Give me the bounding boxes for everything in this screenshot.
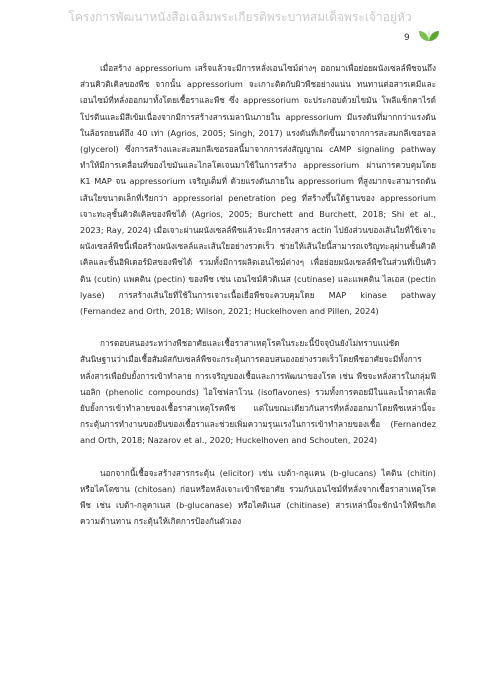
page-number: 9 [404, 33, 410, 43]
page-header [0, 0, 480, 43]
running-header-title: โครงการพัฒนาหนังสือเฉลิมพระเกียรติพระบาทสมเด็จพระเจ้าอยู่หัว [68, 10, 412, 24]
leaf-logo-icon [418, 28, 440, 42]
paragraph-host-response: การตอบสนองระหว่างพืชอาศัยและเชื้อราสาเหตุโรคในระยะนี้ปัจจุบันยังไม่ทราบแน่ชัด สันนิษฐานว่าเมื่อเชื้อสัมผัสกับเซลล์พืชจะกระตุ้นการตอบสนองอย่างรวดเร็วโดยพืชอาศัยจะมีทั้งการหลั่งสารเพื่อยับยั้งการเข้าทำลาย การเจริญของเชื้อและการพัฒนาของโรค เช่น พืชจะหลั่งสารในกลุ่มฟีนอลิก (phenolic compounds) ไอโซฟลาโวน (isoflavones) รวมทั้งการคอยมีในและน้ำตาลเพื่อยับยั้งการเข้าทำลายของเชื้อราสาเหตุโรคพืช แต่ในขณะเดียวกันสารที่หลั่งออกมาโดยพืชเหล่านี้จะกระตุ้นการทำงานของยีนของเชื้อราและช่วยเพิ่มความรุนแรงในการเข้าทำลายของเชื้อ (Fernandez and Orth, 2018; Nazarov et al., 2020; Huckelhoven and Schouten, 2024) [80, 338, 436, 446]
body-text [80, 60, 436, 529]
paragraph-appressorium: เมื่อสร้าง appressorium เสร็จแล้วจะมีการหลั่งเอนไซม์ต่างๆ ออกมาเพื่อย่อยผนังเซลล์พืชจนถึงส่วนคิวติเคิลของพืช จากนั้น appressorium จะเกาะติดกับผิวพืชอย่างแน่น ทนทานต่อสารเคมีและเอนไซม์ที่หลั่งออกมาทั้งโดยเชื้อราและพืช ซึ่ง appressorium จะประกอบด้วยไขมัน โพลีแซ็กคาไรด์โปรตีนและมีสีเข้มเนื่องจากมีการสร้างสารเมลานินภายใน appressorium มีแรงดันที่มากกว่าแรงดันในล้อรถยนต์ถึง 40 เท่า (Agrios, 2005; Singh, 2017) แรงดันที่เกิดขึ้นมาจากการสะสมกลีเซอรอล (glycerol) ซึ่งการสร้างและสะสมกลีเซอรอลนี้มาจากการส่งสัญญาณ cAMP signaling pathway ทำให้มีการเคลื่อนที่ของไขมันและไกลโคเจนมาใช้ในการสร้าง appressorium ผ่านการควบคุมโดย K1 MAP จน appressorium เจริญเต็มที่ ด้วยแรงดันภายใน appressorium ที่สูงมากจะสามารถดันเส้นใยขนาดเล็กที่เรียกว่า appressorial penetration peg ที่สร้างขึ้นใต้ฐานของ appressorium เจาะทะลุชั้นคิวติเคิลของพืชได้ (Agrios, 2005; Burchett and Burchett, 2018; Shi et al., 2023; Ray, 2024) เมื่อเจาะผ่านผนังเซลล์พืชแล้วจะมีการส่งสาร actin ไปยังส่วนของเส้นใยที่ใช้เจาะผนังเซลล์พืชนี้เพื่อสร้างผนังเซลล์และเส้นใยอย่างรวดเร็ว ช่วยให้เส้นใยนี้สามารถเจริญทะลุผ่านชั้นคิวติเคิลและชั้นอิพิเดอร์มิสของพืชได้ รวมทั้งมีการผลิตเอนไซม์ต่างๆ เพื่อย่อยผนังเซลล์พืชในส่วนที่เป็นคิวติน (cutin) แพคติน (pectin) ของพืช เช่น เอนไซม์คิวติเนส (cutinase) และแพคติน ไลเอส (pectin lyase) การสร้างเส้นใยที่ใช้ในการเจาะเนื้อเยื่อพืชจะควบคุมโดย MAP kinase pathway (Fernandez and Orth, 2018; Wilson, 2021; Huckelhoven and Pillen, 2024) [80, 63, 436, 317]
paragraph-elicitor: นอกจากนี้เชื้อจะสร้างสารกระตุ้น (elicitor) เช่น เบต้า-กลูแคน (b-glucans) ไคติน (chitin) หรือไคโตซาน (chitosan) ก่อนหรือหลังเจาะเข้าพืชอาศัย รวมกับเอนไซม์ที่หลั่งจากเชื้อราสาเหตุโรคพืช เช่น เบต้า-กลูคาเนส (b-glucanase) หรือไคติเนส (chitinase) สารเหล่านี้จะชักนำให้พืชเกิดความต้านทาน กระตุ้นให้เกิดการป้องกันตัวเอง [80, 467, 436, 527]
